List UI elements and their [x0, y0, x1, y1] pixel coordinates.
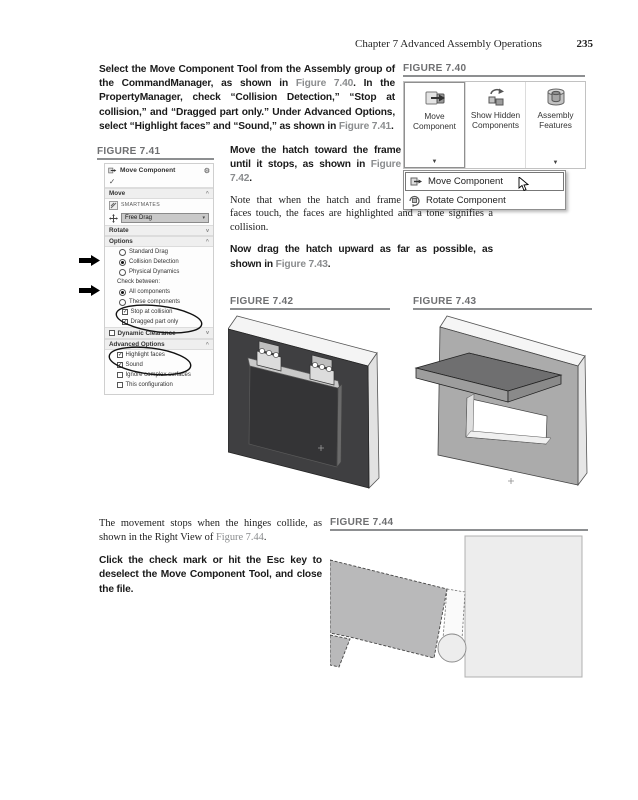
radio-checked-icon: [119, 289, 126, 296]
section-dynamic-clearance[interactable]: [105, 327, 213, 339]
move-component-small-icon: [108, 166, 117, 175]
checkbox-label: Stop at collision: [130, 309, 173, 315]
smartmates-label: SMARTMATES: [121, 202, 161, 208]
figure-740-label: FIGURE 7.40: [403, 63, 467, 74]
menu-item-label: Rotate Component: [426, 195, 506, 206]
radio-physical-dynamics[interactable]: [105, 267, 213, 277]
radio-all-components[interactable]: [105, 287, 213, 297]
radio-these-components[interactable]: [105, 297, 213, 307]
collapse-chevron-up-icon: ^: [205, 190, 209, 197]
figure-743-image-hatch-open: [411, 313, 596, 495]
show-hidden-components-icon: [485, 86, 507, 108]
annotation-arrow-collision-detection: [79, 255, 101, 266]
figure-744-label: FIGURE 7.44: [330, 517, 394, 528]
figure-741-rule: [97, 158, 214, 160]
annotation-arrow-all-components: [79, 285, 101, 296]
menu-item-label: Move Component: [428, 176, 503, 187]
radio-label: All components: [129, 289, 171, 295]
panel-title: Move Component: [120, 167, 176, 174]
check-between-label: Check between:: [117, 279, 161, 285]
checkbox-sound[interactable]: [105, 360, 213, 370]
figure-744-rule: [330, 529, 588, 531]
figure-740-rule: [403, 75, 585, 77]
radio-label: Standard Drag: [129, 249, 169, 255]
note-collision-paragraph: Note that when the hatch and frame faces touch, the faces are highlighted and a tone signifies a collision.: [230, 194, 493, 233]
checkbox-checked-icon: ✓: [123, 319, 128, 326]
figure-744-image-right-view: [330, 534, 588, 702]
checkbox-icon: [109, 330, 115, 336]
section-advanced-label: Advanced Options: [109, 341, 165, 348]
radio-icon: [119, 249, 126, 256]
checkbox-icon: [117, 372, 123, 378]
movement-stops-paragraph: The movement stops when the hinges collide, as shown in the Right View of Figure 7.44.: [99, 518, 322, 543]
move-component-icon: [424, 87, 446, 109]
assembly-features-icon: [545, 86, 567, 108]
free-drag-value: Free Drag: [125, 215, 153, 221]
move-component-label: Move Component: [413, 111, 456, 131]
figure-742-image-hatch-closed: [228, 313, 398, 495]
radio-label: Collision Detection: [129, 259, 179, 265]
gear-icon[interactable]: ⚙: [203, 167, 210, 175]
figure-741-label: FIGURE 7.41: [97, 146, 161, 157]
drag-upward-paragraph: Now drag the hatch upward as far as possible, as shown in Figure 7.43.: [230, 244, 493, 270]
checkbox-dragged-part-only[interactable]: [105, 317, 213, 327]
checkbox-label: Dragged part only: [130, 319, 179, 325]
collapse-chevron-down-icon: v: [205, 330, 209, 336]
click-check-paragraph: Click the check mark or hit the Esc key to deselect the Move Component Tool, and close the file.: [99, 555, 322, 595]
checkbox-stop-at-collision[interactable]: [105, 307, 213, 317]
section-advanced-options[interactable]: [105, 339, 213, 350]
free-drag-row: [105, 211, 213, 225]
section-rotate-label: Rotate: [109, 227, 129, 234]
checkbox-label: Highlight faces: [125, 352, 165, 358]
radio-label: Physical Dynamics: [129, 269, 180, 275]
assembly-features-dropdown-arrow-icon[interactable]: ▼: [552, 160, 559, 166]
smartmates-row: [105, 199, 213, 211]
figure-743-rule: [413, 308, 592, 310]
checkbox-checked-icon: ✓: [118, 352, 123, 359]
checkbox-this-configuration[interactable]: [105, 380, 213, 390]
smartmates-icon[interactable]: [109, 201, 118, 210]
radio-standard-drag[interactable]: [105, 247, 213, 257]
checkbox-label: Ignore complex surfaces: [125, 372, 191, 378]
property-manager-header: [105, 164, 213, 177]
show-hidden-components-label: Show Hidden Components: [470, 110, 521, 130]
collapse-chevron-down-icon: v: [205, 227, 209, 234]
checkbox-checked-icon: ✓: [123, 309, 128, 316]
ok-check-mark[interactable]: ✓: [105, 177, 213, 188]
four-way-arrow-icon: [109, 214, 118, 223]
section-options[interactable]: [105, 236, 213, 247]
checkbox-highlight-faces[interactable]: [105, 350, 213, 360]
radio-icon: [119, 299, 126, 306]
dynamic-clearance-label: Dynamic Clearance: [117, 329, 176, 337]
radio-icon: [119, 269, 126, 276]
radio-checked-icon: [119, 259, 126, 266]
checkbox-checked-icon: ✓: [118, 362, 123, 369]
section-move[interactable]: [105, 188, 213, 199]
intro-paragraph: Select the Move Component Tool from the Assembly group of the CommandManager, as shown in Figure 7.40. In the PropertyManager, check “Collision Detection,” “Stop at collision,” and “Dragged part only.” Under Advanced Options, select “Highlight faces” and “Sound,” as shown in Figure 7.41.: [99, 64, 395, 132]
checkbox-ignore-complex-surfaces[interactable]: [105, 370, 213, 380]
middle-text-column: [230, 144, 493, 272]
figure-742-rule: [230, 308, 390, 310]
section-rotate[interactable]: [105, 225, 213, 236]
collapse-chevron-up-icon: ^: [205, 238, 209, 245]
select-chevron-down-icon: ▾: [202, 215, 205, 221]
assembly-features-label: Assembly Features: [537, 110, 574, 130]
move-hatch-paragraph: Move the hatch toward the frame until it stops, as shown in Figure 7.42.: [230, 145, 401, 185]
figure-743-label: FIGURE 7.43: [413, 296, 477, 307]
free-drag-select[interactable]: [121, 213, 209, 223]
radio-collision-detection[interactable]: [105, 257, 213, 267]
page-header: [355, 38, 593, 50]
bottom-text-column: [99, 517, 322, 597]
move-component-dropdown-arrow-icon[interactable]: ▼: [431, 159, 438, 165]
radio-label: These components: [129, 299, 181, 305]
page-number: 235: [576, 38, 593, 50]
figure-742-label: FIGURE 7.42: [230, 296, 294, 307]
assembly-features-button[interactable]: [526, 82, 585, 168]
mouse-cursor-icon: [518, 177, 529, 191]
checkbox-icon: [117, 382, 123, 388]
property-manager-panel: [104, 163, 214, 395]
chapter-title: Chapter 7 Advanced Assembly Operations: [355, 38, 542, 50]
section-move-label: Move: [109, 190, 126, 197]
checkbox-label: This configuration: [125, 382, 173, 388]
checkbox-label: Sound: [125, 362, 143, 368]
section-options-label: Options: [109, 238, 133, 245]
collapse-chevron-up-icon: ^: [205, 341, 209, 348]
